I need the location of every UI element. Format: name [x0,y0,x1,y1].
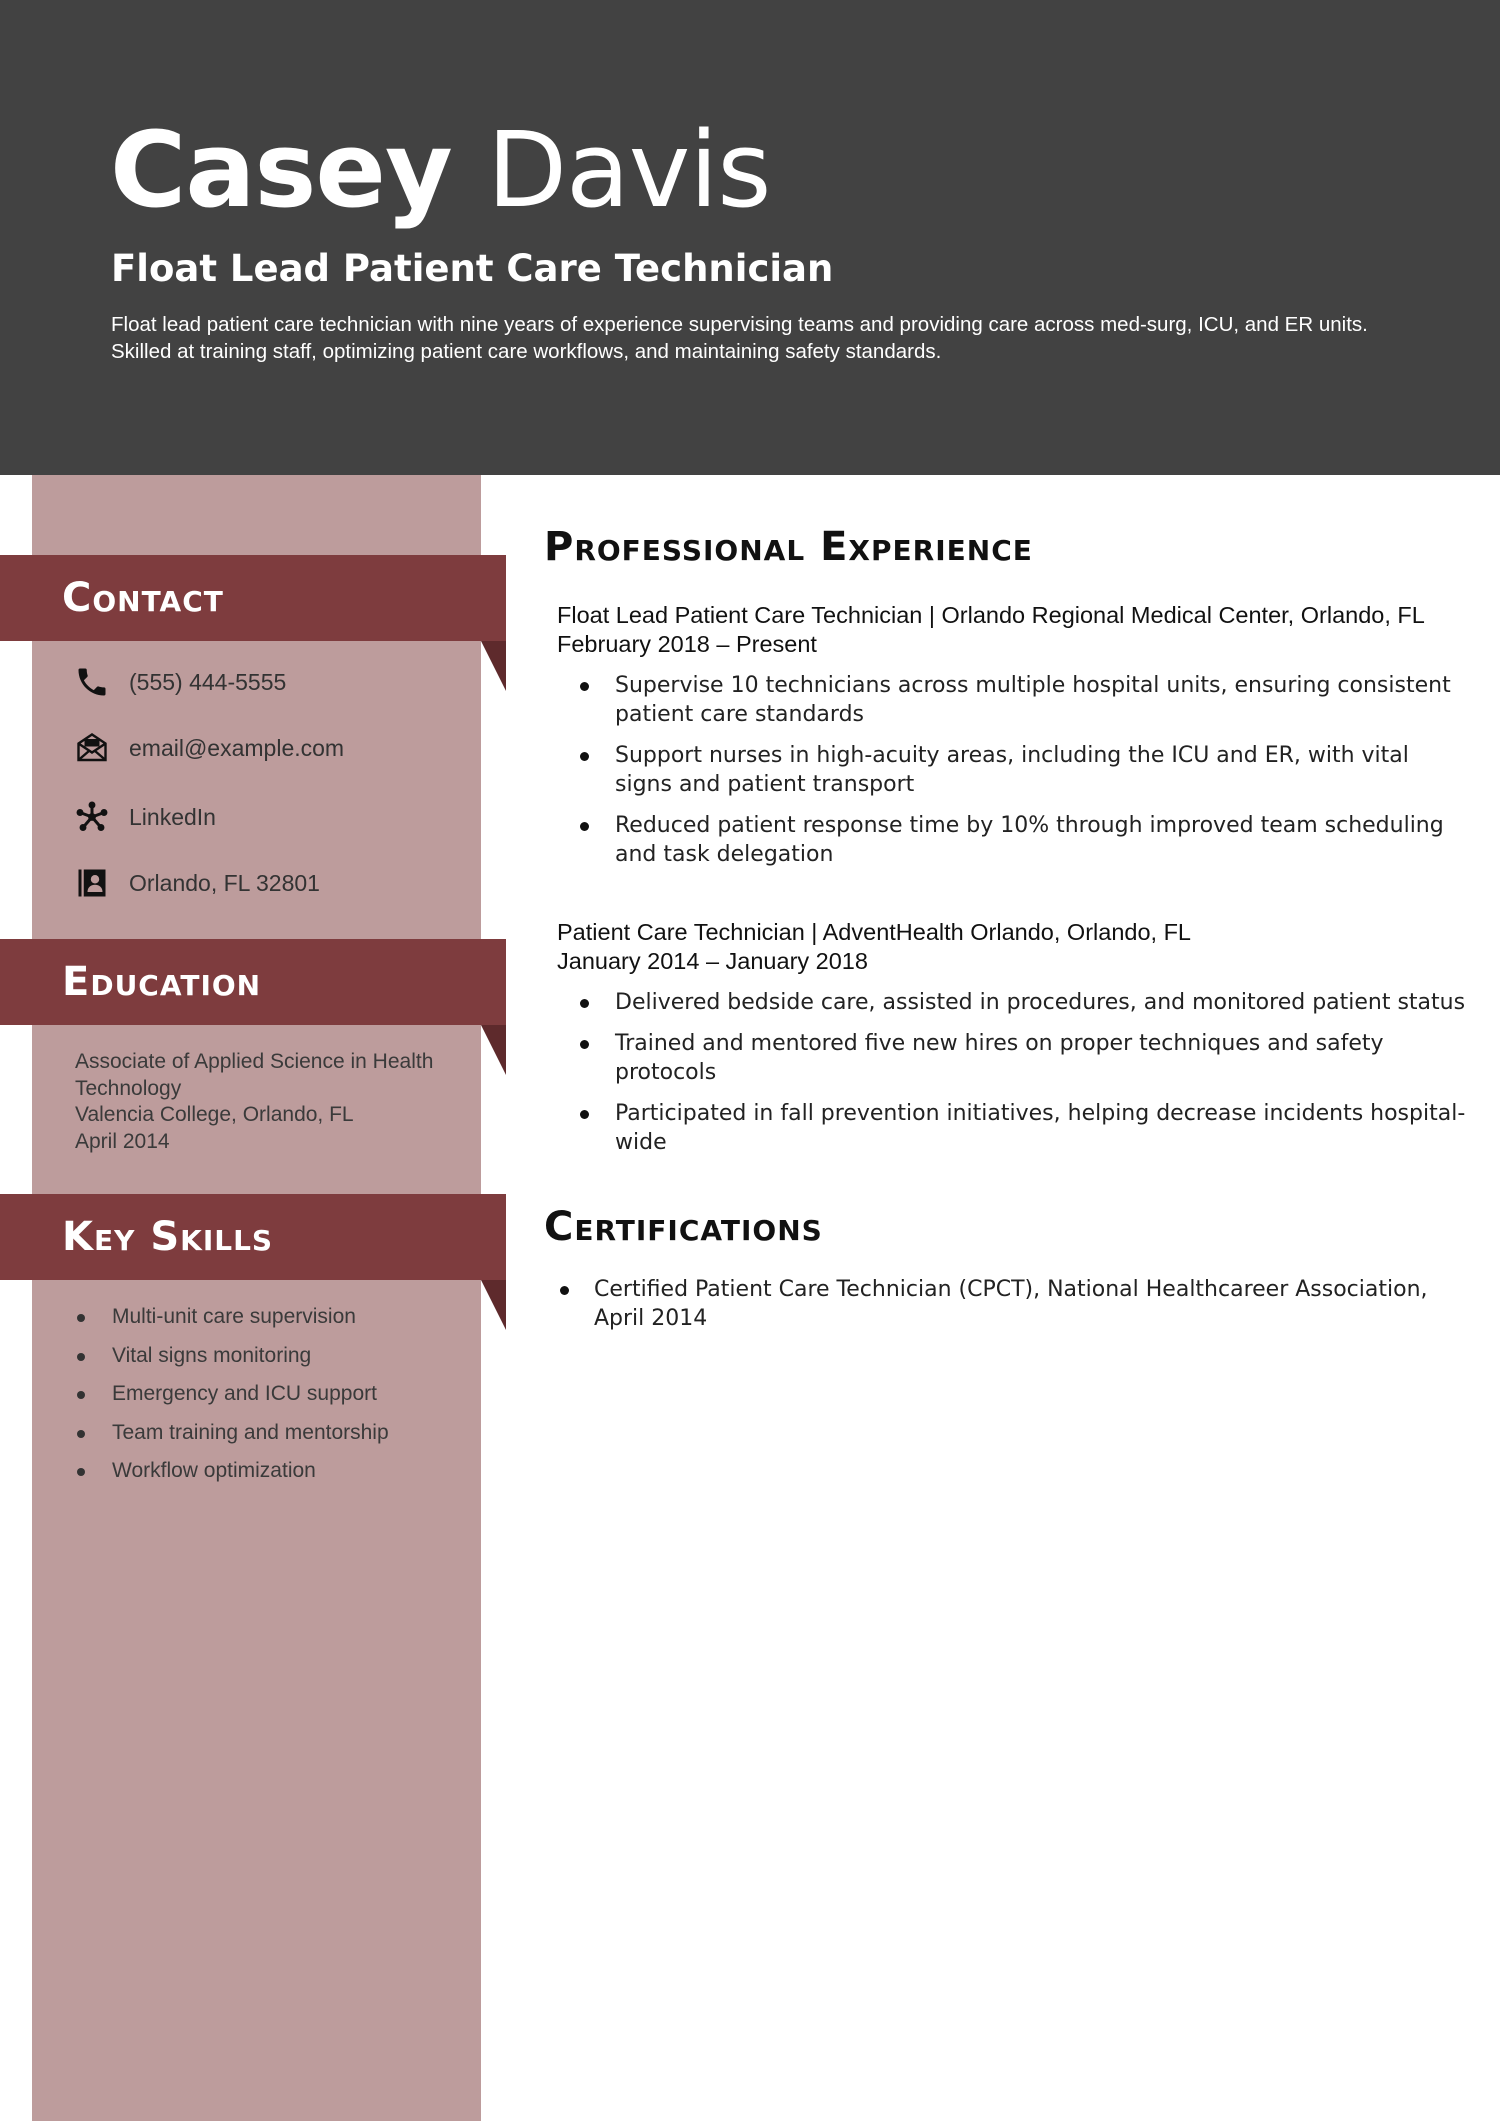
job-bullet: Reduced patient response time by 10% through improved team scheduling and task delegation [557,811,1467,869]
last-name: Davis [486,109,771,231]
contact-linkedin[interactable] [72,795,216,839]
candidate-name [110,108,770,232]
skill-item: Team training and mentorship [72,1414,389,1453]
certification-item: Certified Patient Care Technician (CPCT), National Healthcareer Association, April 2014 [557,1275,1457,1333]
job-bullet: Delivered bedside care, assisted in procedures, and monitored patient status [557,988,1467,1017]
contact-heading: Contact [62,575,224,621]
job-bullet: Trained and mentored five new hires on proper techniques and safety protocols [557,1029,1467,1087]
email-icon [72,728,112,768]
linkedin-icon [72,797,112,837]
education-school: Valencia College, Orlando, FL [75,1103,354,1126]
experience-heading: Professional Experience [544,524,1033,570]
job-bullets [557,671,1467,869]
contact-address-text: Orlando, FL 32801 [129,869,320,896]
job-heading: Float Lead Patient Care Technician | Orlando Regional Medical Center, Orlando, FL [557,602,1425,628]
skill-item: Vital signs monitoring [72,1337,389,1376]
job-entry [557,918,1467,1169]
phone-icon [72,662,112,702]
skills-list [72,1298,389,1491]
skills-heading: Key Skills [62,1214,274,1260]
first-name: Casey [110,109,452,231]
job-heading: Patient Care Technician | AdventHealth Orlando, Orlando, FL [557,919,1192,945]
job-entry [557,601,1467,881]
contact-band-fold [481,641,506,691]
education-band [0,939,506,1025]
summary: Float lead patient care technician with nine years of experience supervising teams and providing care across med-surg, ICU, and ER units. Skilled at training staff, optimizing patient care workflows, and maintaining safety standards. [111,313,1368,363]
contact-address [72,861,320,905]
skill-item: Multi-unit care supervision [72,1298,389,1337]
certifications-list [557,1275,1457,1333]
job-dates: January 2014 – January 2018 [557,948,868,974]
education-heading: Education [62,959,262,1005]
job-bullets [557,988,1467,1157]
skills-band-fold [481,1280,506,1330]
certifications-heading: Certifications [544,1204,823,1250]
education-degree: Associate of Applied Science in Health Technology [75,1050,434,1100]
address-icon [72,863,112,903]
job-bullet: Supervise 10 technicians across multiple hospital units, ensuring consistent patient care standards [557,671,1467,729]
education-entry [75,1049,475,1155]
job-bullet: Participated in fall prevention initiatives, helping decrease incidents hospital-wide [557,1099,1467,1157]
skill-item: Emergency and ICU support [72,1375,389,1414]
job-title: Float Lead Patient Care Technician [111,247,834,290]
job-dates: February 2018 – Present [557,631,817,657]
contact-email[interactable] [72,726,344,770]
education-band-fold [481,1025,506,1075]
job-bullet: Support nurses in high-acuity areas, including the ICU and ER, with vital signs and patient transport [557,741,1467,799]
contact-phone[interactable] [72,660,286,704]
skill-item: Workflow optimization [72,1452,389,1491]
contact-band [0,555,506,641]
contact-phone-text: (555) 444-5555 [129,668,287,695]
contact-email-text: email@example.com [129,734,345,761]
skills-band [0,1194,506,1280]
resume-header [0,0,1500,475]
contact-linkedin-text: LinkedIn [129,803,216,830]
education-date: April 2014 [75,1129,170,1153]
